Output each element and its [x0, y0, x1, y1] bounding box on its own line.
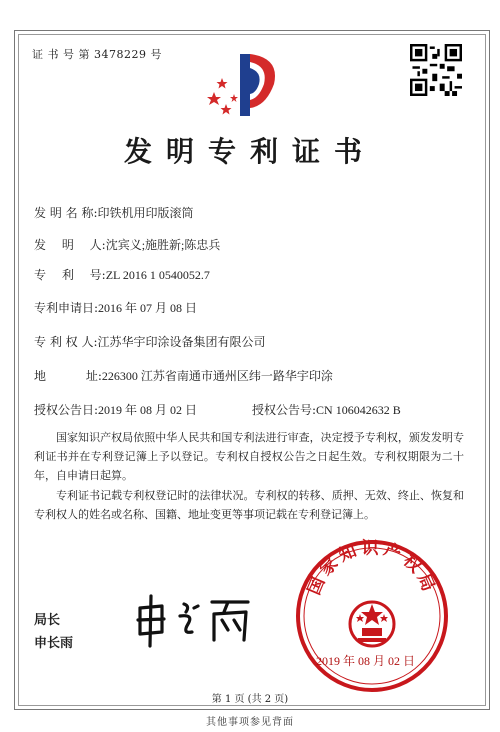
director-name: 申长雨: [34, 636, 74, 651]
field-value: 2016 年 07 月 08 日: [98, 301, 198, 315]
field-value: CN 106042632 B: [316, 403, 401, 417]
field-value: ZL 2016 1 0540052.7: [105, 268, 210, 282]
qr-code-icon: [410, 44, 462, 96]
field-value: 印铁机用印版滚筒: [97, 206, 194, 220]
grant-statement-paragraph: 国家知识产权局依照中华人民共和国专利法进行审查，决定授予专利权，颁发发明专利证书并在专利登记簿上予以登记。专利权自授权公告之日起生效。专利权期限为二十年，自申请日起算。: [34, 431, 464, 482]
page-number: 第 1 页 (共 2 页): [211, 694, 289, 705]
director-title: 局长: [34, 613, 61, 628]
field-grant-date: [34, 401, 197, 418]
field-grant-number: [252, 401, 401, 418]
field-label: 专利申请日:: [34, 301, 99, 315]
field-filing-date: [34, 299, 197, 316]
legal-status-paragraph: 专利证书记载专利权登记时的法律状况。专利权的转移、质押、无效、终止、恢复和专利权人的姓名或名称、国籍、地址变更等事项记载在专利登记簿上。: [34, 489, 464, 521]
seal-date: 2019 年 08 月 02 日: [316, 654, 416, 668]
field-label: 发 明 名 称:: [34, 206, 98, 220]
field-invention-name: [34, 204, 194, 221]
svg-text:国家知识产权局: [304, 538, 439, 598]
certificate-number: 证 书 号 第 3478229 号: [32, 48, 162, 61]
field-label: 授权公告日:: [34, 403, 99, 417]
field-label: 专 利 权 人:: [34, 335, 98, 349]
field-patentee: [34, 333, 266, 350]
director-signature: [128, 590, 258, 650]
patent-office-logo-icon: [204, 48, 284, 120]
field-value: 江苏华宇印涂设备集团有限公司: [97, 335, 266, 349]
field-patent-number: [34, 266, 210, 283]
seal-text: 国家知识产权局: [304, 538, 440, 598]
footer-note: 其他事项参见背面: [206, 717, 294, 728]
field-inventors: [34, 236, 220, 253]
field-value: 沈宾义;施胜新;陈忠兵: [105, 238, 221, 252]
field-value: 2019 年 08 月 02 日: [98, 403, 198, 417]
field-label: 发 明 人:: [34, 238, 106, 252]
official-seal: [292, 536, 452, 696]
field-label: 授权公告号:: [252, 403, 317, 417]
field-value: 226300 江苏省南通市通州区纬一路华宇印涂: [101, 369, 333, 383]
field-label: 专 利 号:: [34, 268, 106, 282]
field-label: 地 址:: [34, 369, 102, 383]
certificate-title: 发明专利证书: [123, 135, 376, 168]
field-address: [34, 367, 333, 384]
